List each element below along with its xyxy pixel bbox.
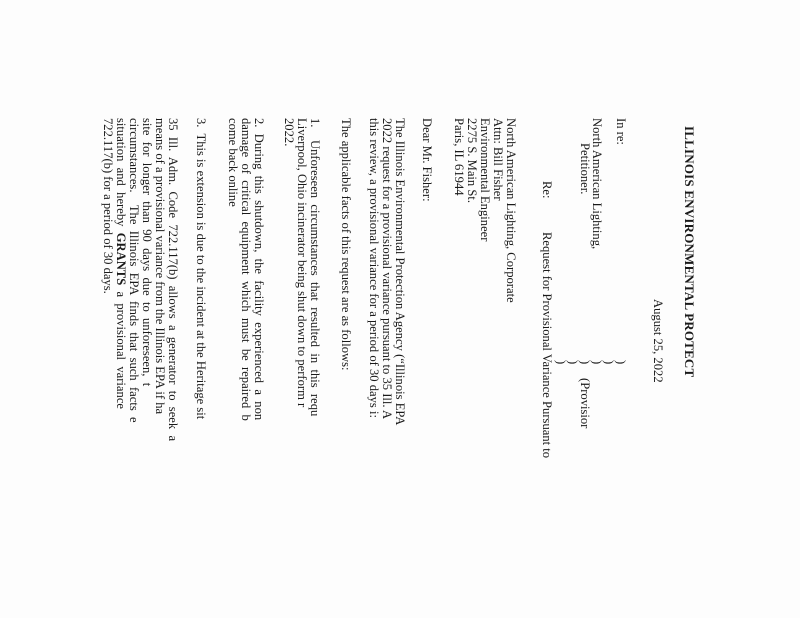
item-2-line: damage of critical equipment which must be repaired b [239, 118, 253, 421]
facts-intro: The applicable facts of this request are as follows: [339, 118, 353, 371]
closing-line: circumstances. The Illinois EPA finds that such facts e [127, 118, 141, 423]
caption-party: North American Lighting, [590, 118, 604, 250]
closing-line: 722.117(b) for a period of 30 days. [101, 118, 115, 294]
item-1-line: 2022. [282, 118, 296, 147]
caption-paren: ) [566, 360, 580, 365]
intro-line: 2022 request for a provisional variance pursuant to 35 Ill. A [380, 118, 394, 420]
intro-line: The Illinois Environmental Protection Agency (“Illinois EPA [393, 118, 407, 426]
address-line: Environmental Engineer [478, 118, 492, 242]
address-line: North American Lighting, Corporate [504, 118, 518, 303]
address-line: 2275 S. Main St. [465, 118, 479, 204]
closing-line: means of a provisional variance from the Illinois EPA if ha [153, 118, 167, 415]
item-1-line: 1. Unforeseen circumstances that resulted in this requ [308, 118, 322, 417]
closing-line [114, 118, 127, 409]
address-line: Attn: Bill Fisher [491, 118, 505, 201]
caption-petitioner: Petitioner. [578, 143, 592, 195]
closing-line: site for longer than 90 days due to unforeseen, t [140, 118, 154, 387]
caption-paren: ) [590, 360, 604, 365]
grants-word: GRANTS [114, 232, 128, 286]
caption-in-re: In re: [614, 118, 628, 145]
item-3-line: 3. This is extension is due to the incident at the Heritage sit [194, 118, 208, 420]
re-label: Re: [540, 181, 554, 199]
caption-paren: ) [614, 360, 628, 365]
caption-provisional: (Provisior [578, 378, 592, 429]
intro-line: this review, a provisional variance for a period of 30 days i: [367, 118, 381, 418]
caption-paren: ) [554, 360, 568, 365]
address-line: Paris, IL 61944 [452, 118, 466, 196]
item-2-line: 2. During this shutdown, the facility experienced a non [252, 118, 266, 421]
letter-date: August 25, 2022 [651, 299, 665, 383]
closing-text: a provisional variance [114, 285, 128, 409]
caption-paren: ) [602, 360, 616, 365]
closing-line: 35 Ill. Adm. Code 722.117(b) allows a generator to seek a [166, 118, 180, 442]
item-2-line: come back online [226, 118, 240, 207]
caption-paren: ) [578, 360, 592, 365]
re-subject: Request for Provisional Variance Pursuant to [540, 232, 554, 459]
salutation: Dear Mr. Fisher: [420, 118, 434, 202]
item-1-line: Liverpool, Ohio incinerator being shut down to perform r [295, 118, 309, 408]
closing-text: situation and hereby [114, 118, 128, 233]
agency-title: ILLINOIS ENVIRONMENTAL PROTECT [682, 126, 697, 378]
